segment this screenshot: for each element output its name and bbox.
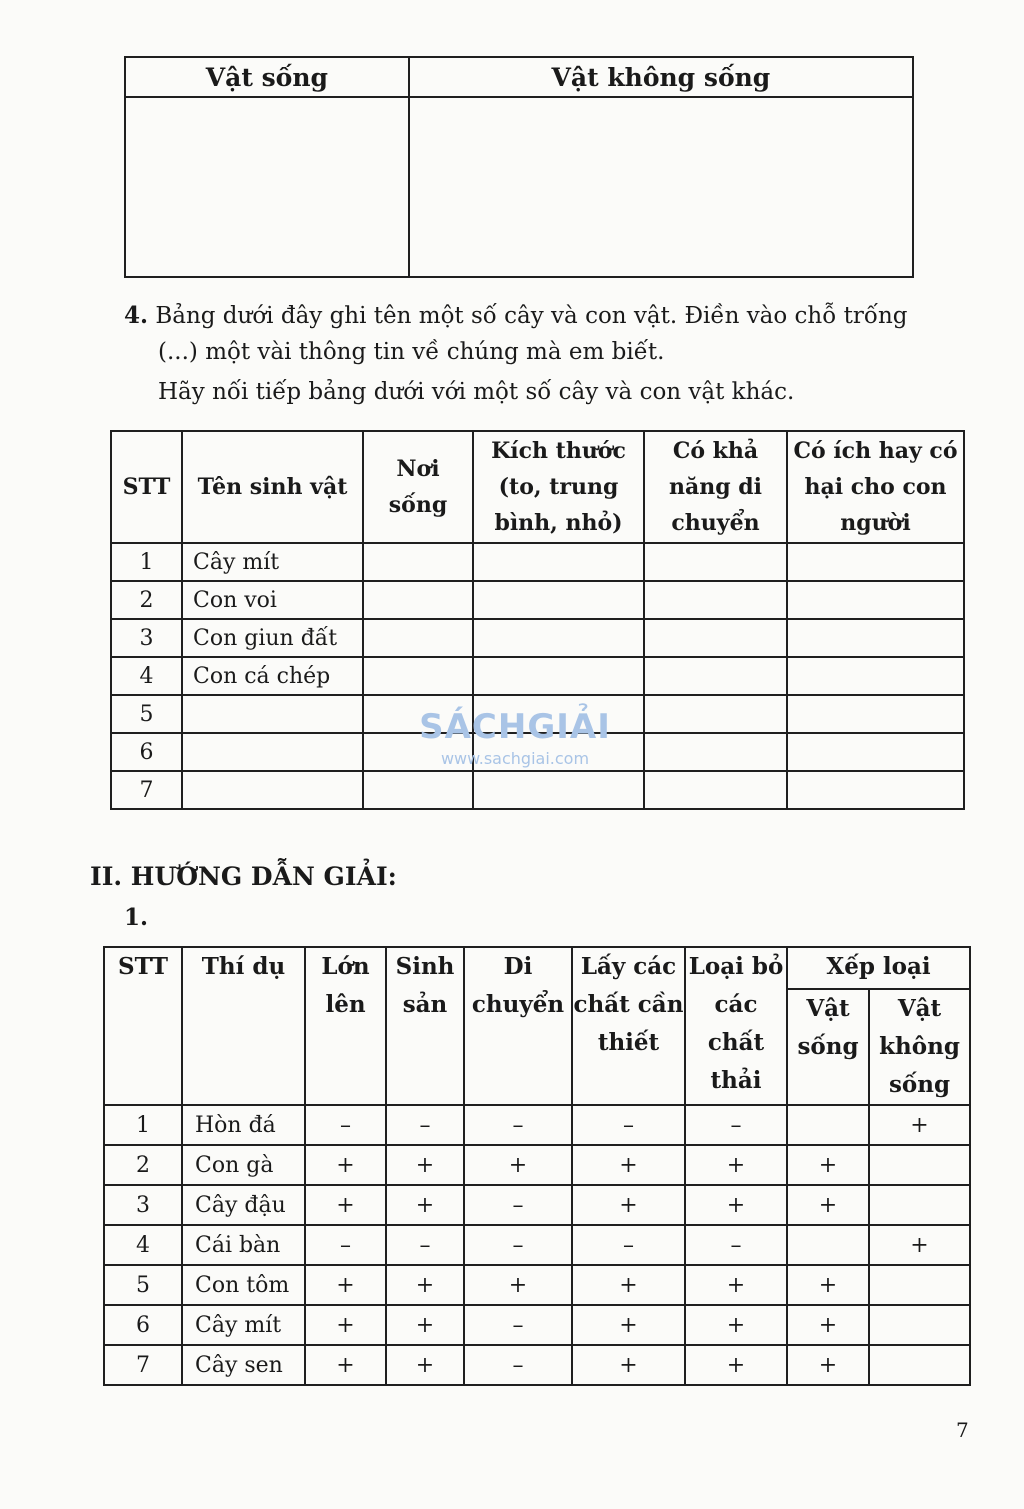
row-name: Con giun đất	[182, 619, 363, 657]
blank-cell	[644, 695, 787, 733]
mark-cell: +	[787, 1145, 869, 1185]
answer-item-number: 1.	[124, 904, 149, 931]
mark-cell: –	[305, 1225, 386, 1265]
t3-header-example: Thí dụ	[182, 947, 305, 1105]
blank-cell	[473, 657, 644, 695]
blank-cell	[644, 771, 787, 809]
mark-cell: +	[305, 1265, 386, 1305]
watermark-url: www.sachgiai.com	[440, 749, 590, 768]
table-row	[104, 1265, 970, 1305]
mark-cell: +	[386, 1305, 464, 1345]
row-name: Con cá chép	[182, 657, 363, 695]
row-stt: 4	[104, 1225, 182, 1265]
t3-header-classify: Xếp loại	[787, 947, 970, 989]
table-row	[104, 1345, 970, 1385]
row-name: Cây sen	[182, 1345, 305, 1385]
mark-cell: +	[685, 1305, 787, 1345]
mark-cell: +	[386, 1185, 464, 1225]
mark-cell: +	[869, 1105, 970, 1145]
mark-cell: +	[685, 1145, 787, 1185]
t3-header-excrete: Loại bỏ các chất thải	[685, 947, 787, 1105]
t3-header-stt: STT	[104, 947, 182, 1105]
mark-cell: +	[305, 1305, 386, 1345]
mark-cell: +	[305, 1185, 386, 1225]
row-stt: 2	[111, 581, 182, 619]
t2-header-stt: STT	[111, 431, 182, 543]
blank-cell	[787, 657, 964, 695]
mark-cell: +	[685, 1185, 787, 1225]
t3-header-living: Vật sống	[787, 989, 869, 1105]
t2-header-habitat: Nơi sống	[363, 431, 473, 543]
row-stt: 2	[104, 1145, 182, 1185]
mark-cell: +	[386, 1145, 464, 1185]
mark-cell	[869, 1305, 970, 1345]
mark-cell: +	[572, 1305, 685, 1345]
row-stt: 5	[104, 1265, 182, 1305]
blank-cell	[787, 581, 964, 619]
mark-cell: –	[386, 1225, 464, 1265]
table-row	[111, 619, 964, 657]
mark-cell: +	[685, 1345, 787, 1385]
t2-body	[111, 543, 964, 809]
blank-cell	[473, 581, 644, 619]
blank-cell	[644, 543, 787, 581]
mark-cell: +	[787, 1345, 869, 1385]
mark-cell: +	[386, 1345, 464, 1385]
blank-cell	[473, 771, 644, 809]
mark-cell: +	[305, 1145, 386, 1185]
table-row	[104, 1105, 970, 1145]
table-row	[104, 1305, 970, 1345]
mark-cell	[869, 1185, 970, 1225]
t2-header-usefulness: Có ích hay có hại cho con người	[787, 431, 964, 543]
mark-cell	[869, 1145, 970, 1185]
living-nonliving-table	[124, 56, 914, 278]
mark-cell: –	[464, 1105, 572, 1145]
mark-cell: –	[386, 1105, 464, 1145]
mark-cell: –	[685, 1105, 787, 1145]
row-name: Cây mít	[182, 543, 363, 581]
mark-cell: +	[464, 1265, 572, 1305]
t2-header-name: Tên sinh vật	[182, 431, 363, 543]
mark-cell: +	[787, 1305, 869, 1345]
section-title: II. HƯỚNG DẪN GIẢI:	[90, 862, 397, 891]
t3-header-grow: Lớn lên	[305, 947, 386, 1105]
table-row	[104, 1185, 970, 1225]
mark-cell: –	[572, 1105, 685, 1145]
row-stt: 6	[104, 1305, 182, 1345]
header-living: Vật sống	[125, 57, 409, 97]
row-name: Con voi	[182, 581, 363, 619]
t2-header-size: Kích thước (to, trung bình, nhỏ)	[473, 431, 644, 543]
exercise-4-line-3: Hãy nối tiếp bảng dưới với một số cây và con vật khác.	[158, 379, 795, 405]
blank-cell	[644, 657, 787, 695]
blank-cell	[363, 619, 473, 657]
mark-cell: +	[685, 1265, 787, 1305]
exercise-number: 4.	[124, 302, 149, 329]
blank-cell	[787, 733, 964, 771]
mark-cell: –	[685, 1225, 787, 1265]
mark-cell	[869, 1345, 970, 1385]
row-stt: 7	[111, 771, 182, 809]
mark-cell: +	[787, 1185, 869, 1225]
blank-cell	[644, 619, 787, 657]
row-name: Hòn đá	[182, 1105, 305, 1145]
blank-cell	[363, 581, 473, 619]
mark-cell: –	[464, 1345, 572, 1385]
table-row	[111, 657, 964, 695]
mark-cell: +	[386, 1265, 464, 1305]
row-stt: 3	[111, 619, 182, 657]
blank-cell	[787, 619, 964, 657]
blank-cell	[473, 619, 644, 657]
row-name	[182, 695, 363, 733]
row-name: Cây mít	[182, 1305, 305, 1345]
mark-cell: +	[464, 1145, 572, 1185]
table-row	[111, 581, 964, 619]
blank-cell	[363, 771, 473, 809]
cell-living-blank	[125, 97, 409, 277]
mark-cell: +	[572, 1185, 685, 1225]
cell-nonliving-blank	[409, 97, 913, 277]
exercise-4-line-2: (...) một vài thông tin về chúng mà em biết.	[158, 339, 665, 365]
answer-table	[103, 946, 971, 1386]
t3-header-nonliving: Vật không sống	[869, 989, 970, 1105]
mark-cell	[787, 1225, 869, 1265]
mark-cell: +	[787, 1265, 869, 1305]
t3-body	[104, 1105, 970, 1385]
blank-cell	[644, 581, 787, 619]
blank-cell	[787, 695, 964, 733]
exercise-4-text-1: Bảng dưới đây ghi tên một số cây và con vật. Điền vào chỗ trống	[155, 303, 908, 329]
row-stt: 1	[104, 1105, 182, 1145]
row-name	[182, 733, 363, 771]
mark-cell: +	[572, 1345, 685, 1385]
table-row	[111, 771, 964, 809]
row-stt: 4	[111, 657, 182, 695]
mark-cell: +	[572, 1265, 685, 1305]
t3-header-move: Di chuyển	[464, 947, 572, 1105]
blank-cell	[473, 543, 644, 581]
mark-cell: –	[464, 1305, 572, 1345]
mark-cell: +	[869, 1225, 970, 1265]
mark-cell: –	[464, 1225, 572, 1265]
row-name: Con gà	[182, 1145, 305, 1185]
t2-header-mobility: Có khả năng di chuyển	[644, 431, 787, 543]
row-name	[182, 771, 363, 809]
page-number: 7	[956, 1418, 969, 1442]
row-stt: 7	[104, 1345, 182, 1385]
t3-header-intake: Lấy các chất cần thiết	[572, 947, 685, 1105]
mark-cell: +	[572, 1145, 685, 1185]
mark-cell: –	[572, 1225, 685, 1265]
mark-cell: +	[305, 1345, 386, 1385]
row-stt: 1	[111, 543, 182, 581]
blank-cell	[787, 771, 964, 809]
blank-cell	[363, 543, 473, 581]
table-row	[111, 543, 964, 581]
table-row	[104, 1225, 970, 1265]
blank-cell	[363, 657, 473, 695]
blank-cell	[787, 543, 964, 581]
row-name: Cây đậu	[182, 1185, 305, 1225]
mark-cell: –	[464, 1185, 572, 1225]
watermark-title: SÁCHGIẢI	[419, 707, 611, 747]
exercise-4-line-1	[124, 298, 907, 334]
mark-cell: –	[305, 1105, 386, 1145]
mark-cell	[787, 1105, 869, 1145]
header-nonliving: Vật không sống	[409, 57, 913, 97]
t3-header-reproduce: Sinh sản	[386, 947, 464, 1105]
row-stt: 3	[104, 1185, 182, 1225]
row-stt: 6	[111, 733, 182, 771]
mark-cell	[869, 1265, 970, 1305]
row-stt: 5	[111, 695, 182, 733]
blank-cell	[644, 733, 787, 771]
table-row	[104, 1145, 970, 1185]
row-name: Cái bàn	[182, 1225, 305, 1265]
watermark	[410, 707, 620, 768]
row-name: Con tôm	[182, 1265, 305, 1305]
